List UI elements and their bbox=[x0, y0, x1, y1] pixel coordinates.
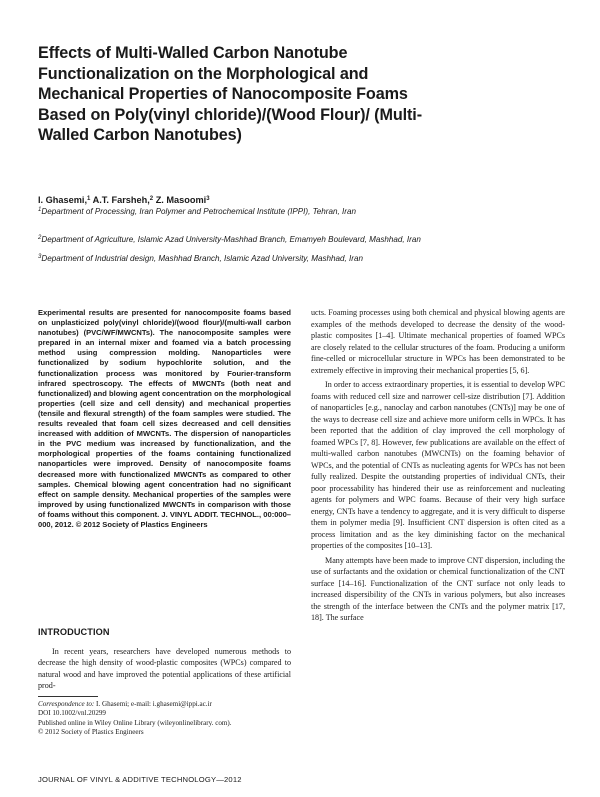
affiliation-text: Department of Industrial design, Mashhad Branch, Islamic Azad University, Mashhad, Iran bbox=[41, 254, 363, 263]
affiliation-text: Department of Agriculture, Islamic Azad University-Mashhad Branch, Emamyeh Boulevard, Mashhad, Iran bbox=[41, 235, 421, 244]
intro-paragraph: In recent years, researchers have developed numerous methods to decrease the high density of wood-plastic composites (WPCs) compared to natural wood and have improved the potential applications of these artificial prod- bbox=[38, 647, 291, 691]
author-name: I. Ghasemi, bbox=[38, 195, 88, 205]
footnote-divider bbox=[38, 696, 98, 697]
abstract: Experimental results are presented for nanocomposite foams based on unplasticized poly(vinyl chloride)/(wood flour)/(multi-wall carbon nanotubes) (PVC/WF/MWCNTs). The nanocomposite samples were prepared in an internal mixer and foamed via a batch processing method using compression molding. Nanoparticles were functionalized by sodium hypochlorite solution, and the functionalization process was monitored by Fourier-transform infrared spectroscopy. The effects of MWCNTs (both neat and functionalized) and blowing agent concentration on the morphological properties (cell size and cell density) and mechanical properties (tensile and flexural strength) of the foam samples were studied. The results revealed that foam cell sizes decreased and cell densities increased with addition of MWCNTs. The dispersion of nanoparticles in the PVC medium was increased by functionalization, and the morphological properties of the foams containing functionalized nanoparticles were improved. Density of nanocomposite foams decreased more with functionalized MWCNTs as compared to other samples. Chemical blowing agent concentration had no significant effect on sample density. Mechanical properties of the samples were improved by using functionalized MWCNTs in comparison with those of foams without this component. J. VINYL ADDIT. TECHNOL., 00:000–000, 2012. © 2012 Society of Plastics Engineers bbox=[38, 308, 291, 529]
body-right-column bbox=[311, 307, 565, 624]
footnotes bbox=[38, 700, 291, 737]
body-paragraph: In order to access extraordinary properties, it is essential to develop WPC foams with reduced cell size and narrower cell-size distribution [7]. Addition of nanoparticles [e.g., nanoclay and carbon nanotubes (CNTs)] may be one of the ways to decrease cell size and achieve more uniform cells in WPCs. It has been reported that the addition of clay improved the cell morphology of foamed WPCs [7, 8]. However, few publications are available on the effect of multi-walled carbon nanotubes (MWCNTs) on the foaming behavior of WPCs, and the potential of CNTs as nucleating agents for WPCs has not been fully realized. Despite the outstanding properties of individual CNTs, their poor processability has hindered their use as reinforcement and nucleating agents for polymers and WPC foams. Because of their very high surface energy, CNTs have a tendency to aggregate, and it is very difficult to disperse them in polymer media [9]. Insufficient CNT dispersion is often cited as a process limitation and as the key diminishing factor on the mechanical properties of the composites [10–13]. bbox=[311, 380, 565, 550]
author-name: Z. Masoomi bbox=[155, 195, 207, 205]
body-paragraph: Many attempts have been made to improve CNT dispersion, including the use of surfactants and the oxidation or chemical functionalization of the CNT surface [14–16]. Functionalization of the CNT surface not only leads to increased dispersibility of the CNTs in various polymers, but also increases the strength of the interface between the CNTs and the polymer matrix [17, 18]. The surface bbox=[311, 555, 565, 622]
author-affiliation-marker: 2 bbox=[149, 196, 154, 202]
affiliation-text: Department of Processing, Iran Polymer and Petrochemical Institute (IPPI), Tehran, Iran bbox=[41, 207, 356, 216]
author-affiliation-marker: 1 bbox=[87, 196, 91, 202]
affiliation-number: 1 bbox=[38, 207, 42, 213]
affiliation bbox=[38, 207, 356, 216]
doi-line: DOI 10.1002/vnl.20299 bbox=[38, 709, 106, 718]
copyright-line: © 2012 Society of Plastics Engineers bbox=[38, 727, 144, 736]
published-line: Published online in Wiley Online Library (wileyonlinelibrary. com). bbox=[38, 718, 232, 727]
correspondence-label: Correspondence to: bbox=[38, 700, 95, 708]
author-name: A.T. Farsheh, bbox=[92, 195, 150, 205]
section-heading: INTRODUCTION bbox=[38, 627, 110, 637]
author-list bbox=[38, 195, 210, 205]
journal-footer: JOURNAL OF VINYL & ADDITIVE TECHNOLOGY—2012 bbox=[38, 775, 242, 784]
author-affiliation-marker: 3 bbox=[206, 196, 210, 202]
affiliation-number: 2 bbox=[38, 235, 42, 241]
correspondence-note bbox=[38, 700, 291, 709]
body-paragraph: ucts. Foaming processes using both chemical and physical blowing agents are examples of the methods developed to decrease the density of the wood-plastic composites [1–4]. Ultimate mechanical properties of foamed WPCs are closely related to the cellular structures of the foam. Producing a uniform fine-celled or microcellular structure in WPCs has been demonstrated to be extremely effective in improving their mechanical properties [5, 6]. bbox=[311, 308, 565, 375]
affiliation bbox=[38, 235, 421, 244]
affiliation bbox=[38, 254, 363, 263]
affiliation-number: 3 bbox=[38, 254, 42, 260]
paper-title: Effects of Multi-Walled Carbon Nanotube Functionalization on the Morphological and Mechanical Properties of Nanocomposite Foams Based on Poly(vinyl chloride)/(Wood Flour)/ (Multi-Walled Carbon Nanotubes) bbox=[38, 44, 422, 145]
correspondence-text: I. Ghasemi; e-mail: i.ghasemi@ippi.ac.ir bbox=[94, 700, 212, 708]
